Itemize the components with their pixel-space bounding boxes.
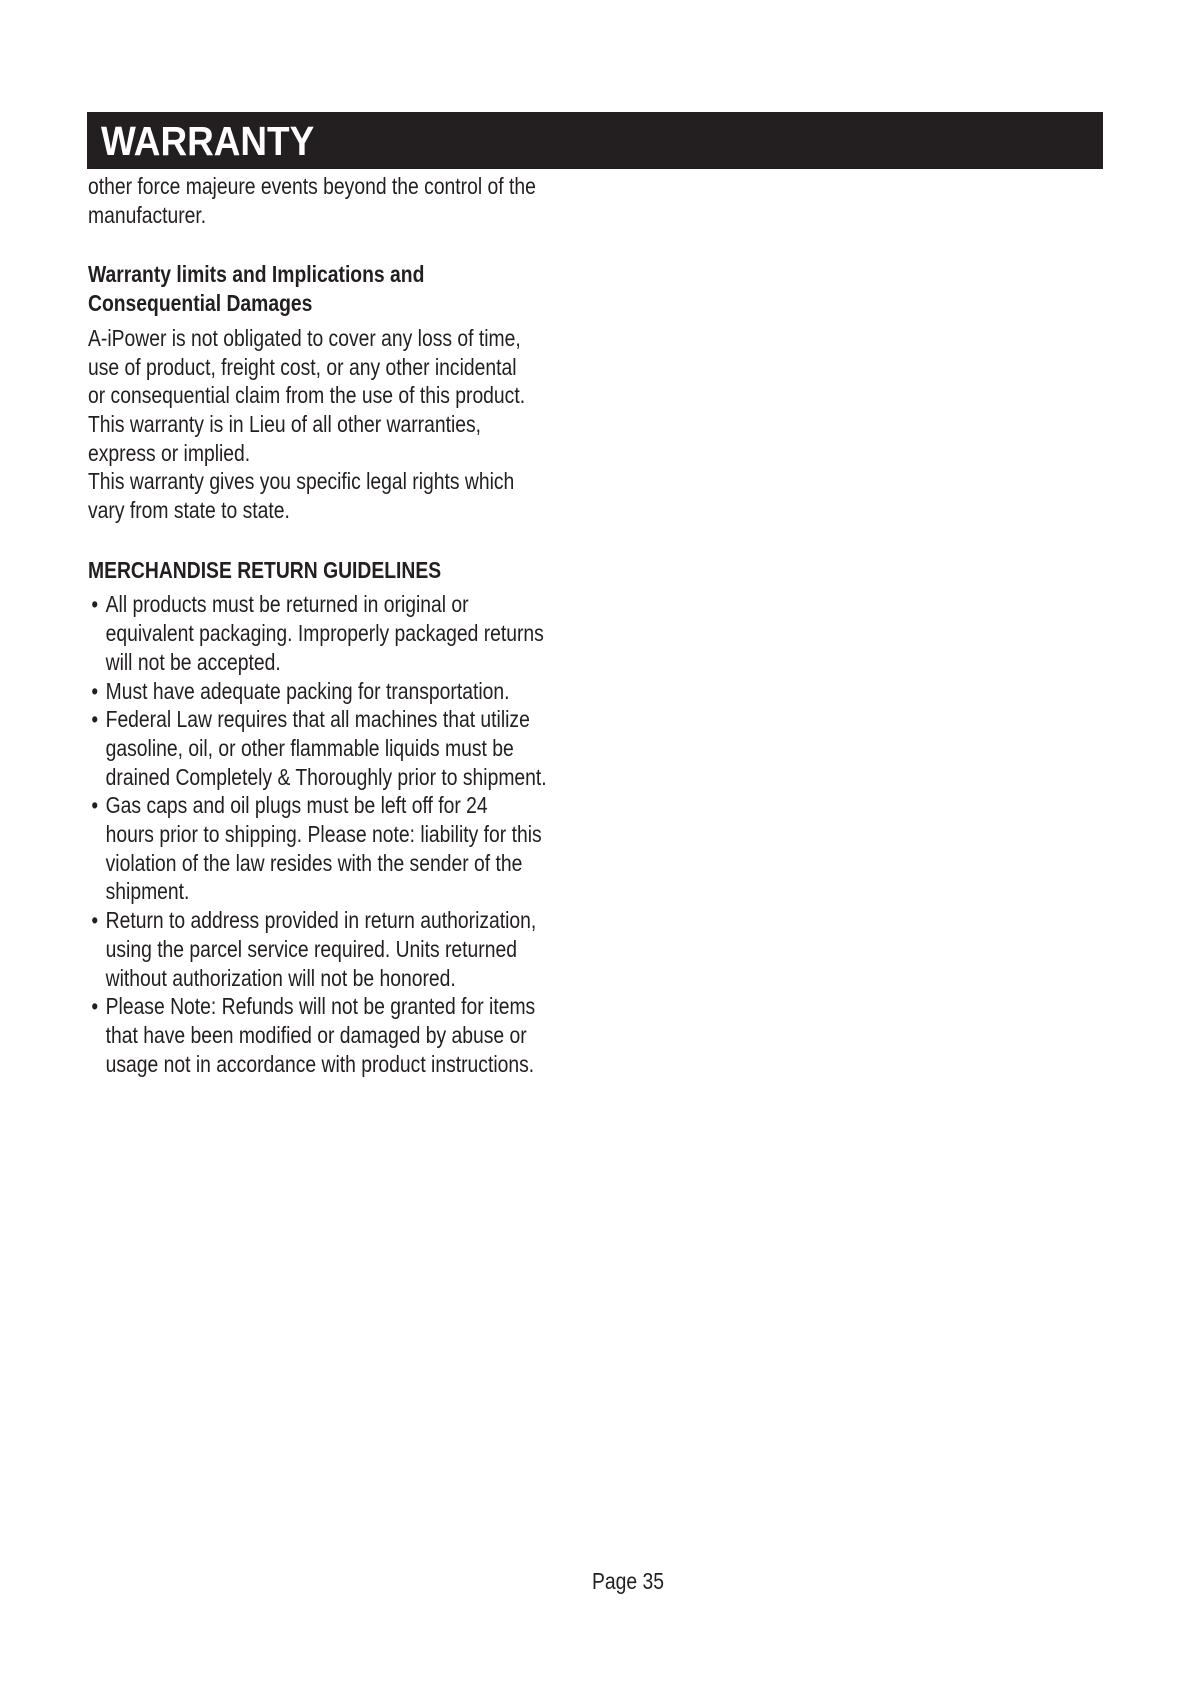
returns-heading: MERCHANDISE RETURN GUIDELINES: [88, 556, 442, 583]
bullet-icon: •: [91, 993, 99, 1020]
limits-paragraph-2: This warranty gives you specific legal rights which vary from state to state.: [88, 468, 515, 524]
page-number: Page 35: [592, 1568, 664, 1594]
list-item: [88, 791, 648, 906]
bullet-icon: •: [91, 792, 99, 819]
list-item: [88, 705, 648, 791]
bullet-icon: •: [91, 677, 99, 704]
bullet-icon: •: [91, 706, 99, 733]
list-item-text: Must have adequate packing for transportation.: [105, 677, 510, 704]
limits-heading: Warranty limits and Implications and Consequential Damages: [88, 261, 425, 317]
list-item: [88, 992, 648, 1078]
content-column: [88, 172, 648, 1078]
intro-paragraph: other force majeure events beyond the control of the manufacturer.: [88, 173, 536, 228]
bullet-icon: •: [91, 907, 99, 934]
section-header-bar: [87, 112, 1103, 169]
list-item: [88, 590, 648, 676]
list-item-text: Federal Law requires that all machines that utilize gasoline, oil, or other flammable liquids must be drained Completely & Thoroughly prior to shipment.: [105, 706, 547, 790]
content-body: [88, 172, 648, 1078]
list-item-text: Please Note: Refunds will not be granted for items that have been modified or damaged by abuse or usage not in accordance with product instructions.: [105, 993, 536, 1077]
list-item-text: All products must be returned in original or equivalent packaging. Improperly packaged returns will not be accepted.: [105, 591, 544, 675]
list-item-text: Gas caps and oil plugs must be left off for 24 hours prior to shipping. Please note: liability for this violation of the law resides with the sender of the shipment.: [105, 792, 542, 905]
list-item: [88, 677, 648, 706]
list-item: [88, 906, 648, 992]
spacer: [88, 229, 648, 260]
list-item-text: Return to address provided in return authorization, using the parcel service required. Units returned without authorization will not be honored.: [105, 907, 537, 991]
limits-paragraph-1: A-iPower is not obligated to cover any loss of time, use of product, freight cost, or any other incidental or consequential claim from the use of this product. This warranty is in Lieu of all other warranties, express or implied.: [88, 324, 526, 466]
page-title: WARRANTY: [101, 118, 315, 164]
bullet-icon: •: [91, 591, 99, 618]
spacer: [88, 525, 648, 556]
returns-list: [88, 590, 648, 1078]
